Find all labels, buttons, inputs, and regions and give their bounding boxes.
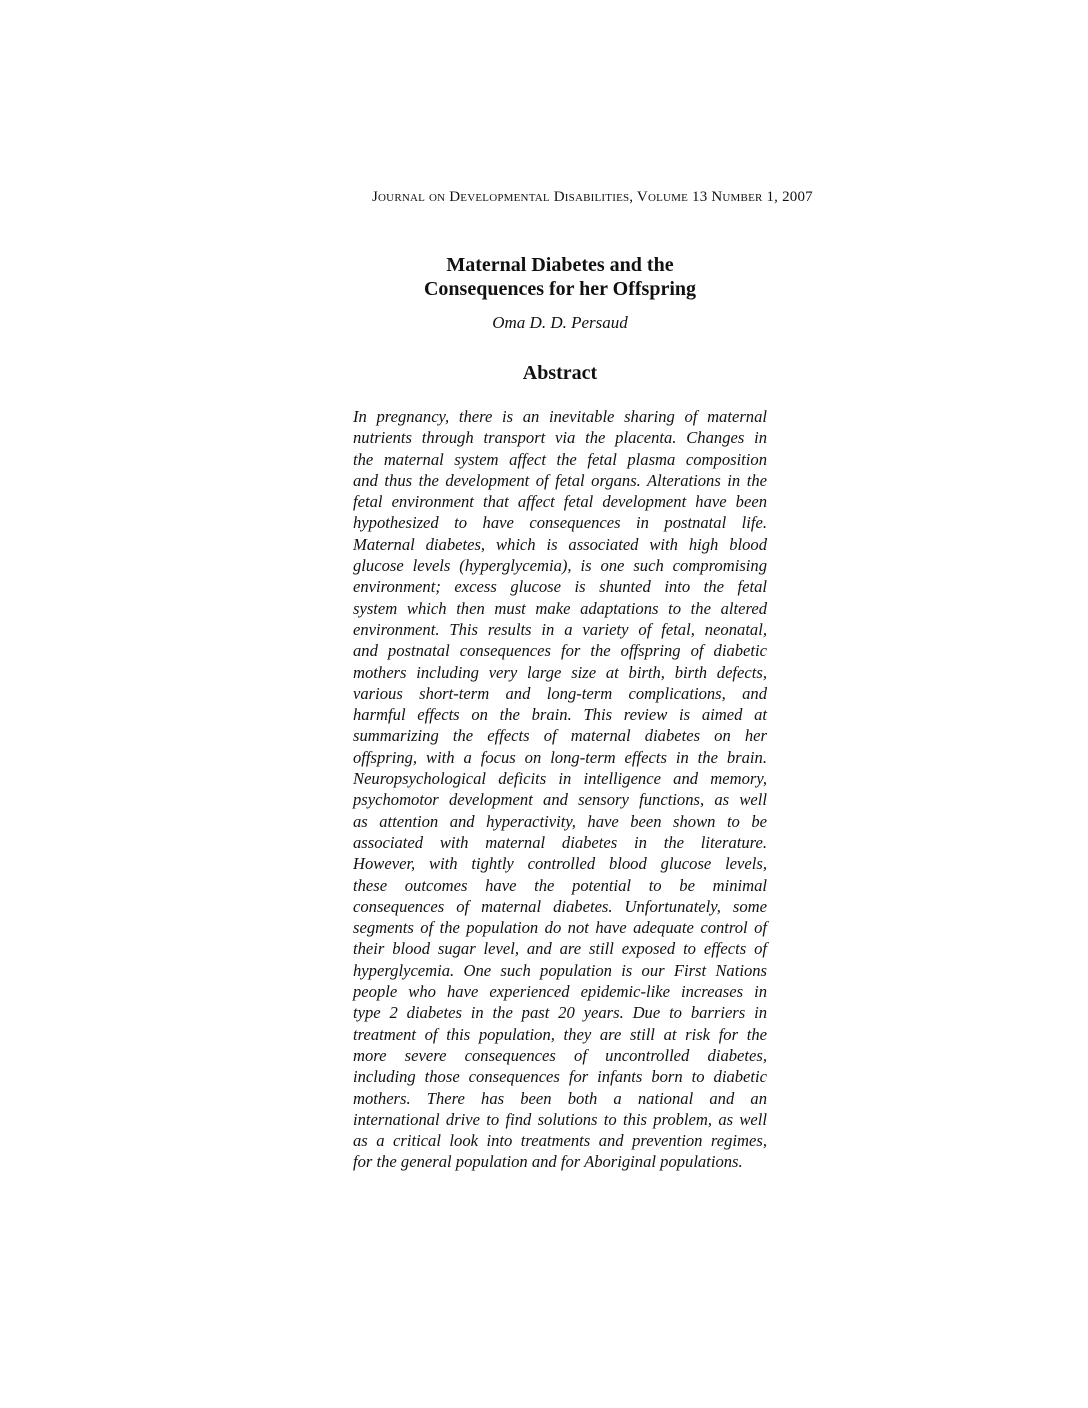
abstract-body	[353, 406, 767, 1173]
article-title	[340, 253, 780, 301]
abstract-line: glucose levels (hyperglycemia), is one such compromising	[353, 556, 767, 576]
abstract-line: for the general population and for Aboriginal populations.	[353, 1152, 743, 1172]
abstract-line: offspring, with a focus on long-term effects in the brain.	[353, 747, 767, 767]
title-line-2: Consequences for her Offspring	[423, 278, 697, 300]
abstract-line: people who have experienced epidemic-like increases in	[353, 982, 767, 1002]
abstract-line: international drive to find solutions to this problem, as well	[353, 1109, 767, 1129]
abstract-line: as attention and hyperactivity, have been shown to be	[353, 811, 767, 831]
abstract-line: more severe consequences of uncontrolled diabetes,	[353, 1045, 767, 1065]
abstract-line: various short-term and long-term complications, and	[353, 683, 767, 703]
author-name: Oma D. D. Persaud	[492, 313, 628, 332]
abstract-line: as a critical look into treatments and prevention regimes,	[353, 1131, 767, 1151]
abstract-line: hypothesized to have consequences in postnatal life.	[353, 513, 767, 533]
abstract-line: psychomotor development and sensory functions, as well	[353, 790, 767, 810]
abstract-line: summarizing the effects of maternal diabetes on her	[353, 726, 767, 746]
abstract-line: fetal environment that affect fetal development have been	[353, 492, 767, 512]
abstract-line: environment; excess glucose is shunted into the fetal	[353, 577, 767, 597]
abstract-line: the maternal system affect the fetal plasma composition	[353, 449, 767, 469]
abstract-line: However, with tightly controlled blood glucose levels,	[353, 854, 767, 874]
abstract-line: segments of the population do not have adequate control of	[353, 918, 767, 938]
abstract-line: and thus the development of fetal organs. Alterations in the	[353, 470, 767, 490]
abstract-line: Neuropsychological deficits in intelligence and memory,	[353, 769, 767, 789]
abstract-line: mothers including very large size at birth, birth defects,	[353, 662, 767, 682]
abstract-line: their blood sugar level, and are still exposed to effects of	[353, 939, 767, 959]
abstract-line: including those consequences for infants born to diabetic	[353, 1067, 767, 1087]
abstract-line: mothers. There has been both a national and an	[353, 1088, 767, 1108]
abstract-line: associated with maternal diabetes in the literature.	[353, 832, 767, 852]
abstract-line: consequences of maternal diabetes. Unfortunately, some	[353, 896, 767, 916]
abstract-line: and postnatal consequences for the offspring of diabetic	[353, 641, 767, 661]
title-line-1: Maternal Diabetes and the	[446, 254, 674, 276]
abstract-line: system which then must make adaptations to the altered	[353, 598, 767, 618]
abstract-line: these outcomes have the potential to be minimal	[353, 875, 767, 895]
abstract-line: Maternal diabetes, which is associated with high blood	[353, 534, 767, 554]
abstract-line: In pregnancy, there is an inevitable sharing of maternal	[353, 407, 767, 426]
abstract-line: environment. This results in a variety of fetal, neonatal,	[353, 619, 767, 639]
abstract-line: type 2 diabetes in the past 20 years. Due to barriers in	[353, 1003, 767, 1023]
abstract-heading: Abstract	[522, 362, 598, 384]
running-header: Journal on Developmental Disabilities, Volume 13 Number 1, 2007	[372, 189, 813, 205]
abstract-line: harmful effects on the brain. This review is aimed at	[353, 705, 767, 725]
abstract-line: treatment of this population, they are still at risk for the	[353, 1024, 767, 1044]
abstract-line: hyperglycemia. One such population is our First Nations	[353, 960, 767, 980]
abstract-line: nutrients through transport via the placenta. Changes in	[353, 428, 767, 448]
